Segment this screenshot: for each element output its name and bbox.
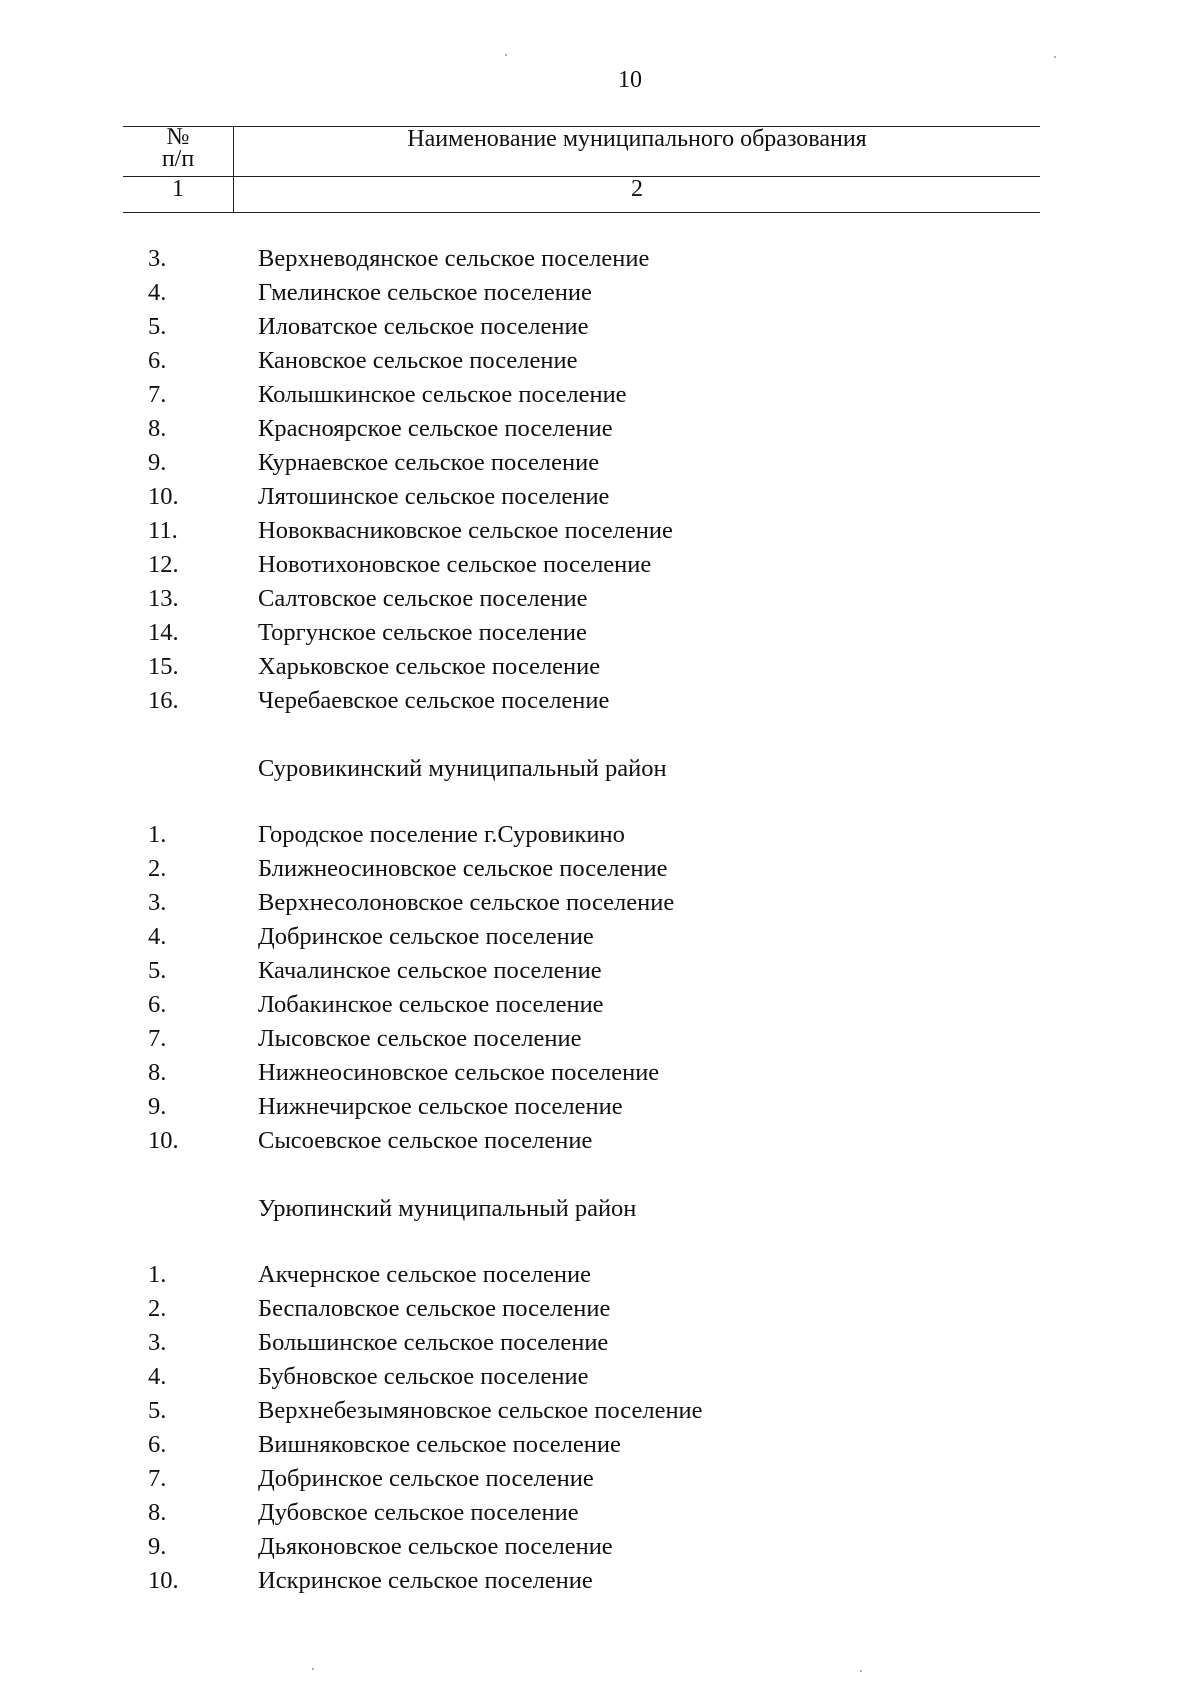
name-column-index: 2 — [631, 176, 643, 202]
item-number: 3. — [148, 889, 167, 916]
item-number: 7. — [148, 381, 167, 408]
item-number: 5. — [148, 957, 167, 984]
item-name: Харьковское сельское поселение — [258, 653, 601, 680]
list-item — [148, 1564, 1028, 1598]
list-item — [148, 582, 1028, 616]
list-item — [148, 1124, 1028, 1158]
list-item — [148, 1428, 1028, 1462]
item-name: Нижнеосиновское сельское поселение — [258, 1059, 660, 1086]
item-number: 15. — [148, 653, 179, 680]
name-column-header: Наименование муниципального образования — [407, 126, 867, 152]
item-name: Лысовское сельское поселение — [258, 1025, 582, 1052]
item-number: 3. — [148, 245, 167, 272]
number-sign: № — [166, 124, 190, 150]
item-number: 14. — [148, 619, 179, 646]
list-item — [148, 684, 1028, 718]
item-name: Искринское сельское поселение — [258, 1567, 593, 1594]
list-item — [148, 1394, 1028, 1428]
list-item — [148, 1022, 1028, 1056]
item-name: Новотихоновское сельское поселение — [258, 551, 652, 578]
number-column-index: 1 — [172, 176, 184, 202]
list-item — [148, 920, 1028, 954]
number-abbrev: п/п — [161, 146, 195, 172]
item-name: Вишняковское сельское поселение — [258, 1431, 621, 1458]
item-name: Лобакинское сельское поселение — [258, 991, 604, 1018]
item-name: Дубовское сельское поселение — [258, 1499, 579, 1526]
item-number: 9. — [148, 449, 167, 476]
item-name: Салтовское сельское поселение — [258, 585, 588, 612]
item-name: Верхневодянское сельское поселение — [258, 245, 650, 272]
item-number: 10. — [148, 483, 179, 510]
item-number: 9. — [148, 1093, 167, 1120]
item-number: 1. — [148, 1261, 167, 1288]
item-number: 7. — [148, 1025, 167, 1052]
item-name: Добринское сельское поселение — [258, 923, 594, 950]
list-item — [148, 548, 1028, 582]
list-item — [148, 514, 1028, 548]
list-item — [148, 344, 1028, 378]
item-number: 4. — [148, 923, 167, 950]
item-name: Верхнебезымяновское сельское поселение — [258, 1397, 703, 1424]
item-name: Дьяконовское сельское поселение — [258, 1533, 613, 1560]
item-name: Ближнеосиновское сельское поселение — [258, 855, 668, 882]
list-item — [148, 886, 1028, 920]
item-number: 2. — [148, 855, 167, 882]
item-name: Добринское сельское поселение — [258, 1465, 594, 1492]
list-item — [148, 1360, 1028, 1394]
item-number: 3. — [148, 1329, 167, 1356]
item-name: Беспаловское сельское поселение — [258, 1295, 611, 1322]
list-item — [148, 1292, 1028, 1326]
number-column-header — [123, 126, 233, 170]
list-item — [148, 616, 1028, 650]
item-number: 6. — [148, 347, 167, 374]
municipality-list — [148, 242, 1028, 1598]
group-continued — [148, 242, 1028, 718]
item-name: Колышкинское сельское поселение — [258, 381, 627, 408]
item-number: 4. — [148, 1363, 167, 1390]
item-name: Сысоевское сельское поселение — [258, 1127, 593, 1154]
scan-speck — [505, 54, 507, 56]
item-name: Городское поселение г.Суровикино — [258, 821, 625, 848]
list-item — [148, 988, 1028, 1022]
item-number: 8. — [148, 1059, 167, 1086]
item-name: Акчернское сельское поселение — [258, 1261, 592, 1288]
scan-speck — [1054, 56, 1056, 58]
item-number: 6. — [148, 991, 167, 1018]
item-number: 16. — [148, 687, 179, 714]
item-name: Лятошинское сельское поселение — [258, 483, 610, 510]
item-number: 8. — [148, 415, 167, 442]
item-number: 1. — [148, 821, 167, 848]
item-number: 9. — [148, 1533, 167, 1560]
item-name: Бубновское сельское поселение — [258, 1363, 589, 1390]
list-item — [148, 1258, 1028, 1292]
list-item — [148, 378, 1028, 412]
item-number: 5. — [148, 313, 167, 340]
item-number: 8. — [148, 1499, 167, 1526]
item-name: Черебаевское сельское поселение — [258, 687, 610, 714]
item-number: 13. — [148, 585, 179, 612]
list-item — [148, 1090, 1028, 1124]
list-item — [148, 1530, 1028, 1564]
item-name: Иловатское сельское поселение — [258, 313, 589, 340]
item-name: Торгунское сельское поселение — [258, 619, 587, 646]
item-number: 10. — [148, 1567, 179, 1594]
item-number: 12. — [148, 551, 179, 578]
item-number: 7. — [148, 1465, 167, 1492]
list-item — [148, 818, 1028, 852]
item-number: 5. — [148, 1397, 167, 1424]
list-item — [148, 1496, 1028, 1530]
district-heading: Суровикинский муниципальный район — [258, 755, 667, 782]
item-name: Большинское сельское поселение — [258, 1329, 609, 1356]
list-item — [148, 650, 1028, 684]
list-item — [148, 276, 1028, 310]
list-item — [148, 310, 1028, 344]
list-item — [148, 480, 1028, 514]
table-bottom-rule — [123, 212, 1040, 213]
item-name: Кановское сельское поселение — [258, 347, 578, 374]
list-item — [148, 412, 1028, 446]
list-item — [148, 1326, 1028, 1360]
item-name: Качалинское сельское поселение — [258, 957, 602, 984]
item-name: Новоквасниковское сельское поселение — [258, 517, 673, 544]
list-item — [148, 446, 1028, 480]
list-item — [148, 852, 1028, 886]
scan-speck — [860, 1670, 862, 1672]
district-heading: Урюпинский муниципальный район — [258, 1195, 637, 1222]
item-name: Верхнесолоновское сельское поселение — [258, 889, 675, 916]
group-surovikinsky — [148, 752, 1028, 1158]
item-number: 2. — [148, 1295, 167, 1322]
item-number: 11. — [148, 517, 178, 544]
scan-speck — [312, 1668, 314, 1670]
item-name: Красноярское сельское поселение — [258, 415, 613, 442]
item-name: Нижнечирское сельское поселение — [258, 1093, 623, 1120]
item-number: 6. — [148, 1431, 167, 1458]
list-item — [148, 954, 1028, 988]
item-number: 10. — [148, 1127, 179, 1154]
list-item — [148, 1056, 1028, 1090]
list-item — [148, 1462, 1028, 1496]
group-uryupinsky — [148, 1192, 1028, 1598]
item-name: Курнаевское сельское поселение — [258, 449, 600, 476]
item-number: 4. — [148, 279, 167, 306]
page-number: 10 — [618, 67, 642, 93]
item-name: Гмелинское сельское поселение — [258, 279, 592, 306]
list-item — [148, 242, 1028, 276]
